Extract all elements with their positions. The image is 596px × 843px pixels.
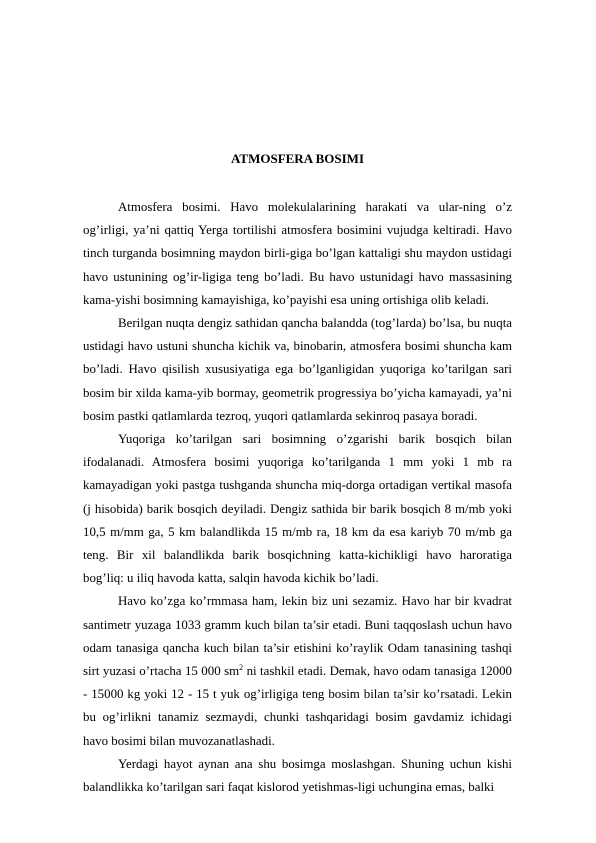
- paragraph-1: Atmosfera bosimi. Havo molekulalarining harakati va ular-ning o’z og’irligi, ya’ni qattiq Yerga tortilishi atmosfera bosimini vujudga keltiradi. Havo tinch turganda bosimning maydon birli-giga bo’lgan kattaligi shu maydon ustidagi havo ustunining og’ir-ligiga teng bo’ladi. Bu havo ustunidagi havo massasining kama-yishi bosimning kamayishiga, ko’payishi esa uning ortishiga olib keladi.: [83, 200, 512, 307]
- paragraph-2: Berilgan nuqta dengiz sathidan qancha balandda (tog’larda) bo’lsa, bu nuqta ustidagi havo ustuni shuncha kichik va, binobarin, atmosfera bosimi shuncha kam bo’ladi. Havo qisilish xususiyatiga ega bo’lganligidan yuqoriga ko’tarilgan sari bosim bir xilda kama-yib bormay, geometrik progressiya bo’yicha kamayadi, ya’ni bosim pastki qatlamlarda tezroq, yuqori qatlamlarda sekinroq pasaya boradi.: [83, 316, 512, 423]
- paragraph-4-text-start: Havo ko’zga ko’rmmasa ham, lekin biz uni sezamiz. Havo har bir kvadrat santimetr yuzaga 1033 gramm kuch bilan ta’sir etadi. Buni taqqoslash uchun havo odam tanasiga qancha kuch bilan ta’sir etishini ko’raylik Odam tanasining tashqi sirt yuzasi o’rtacha 15 000 sm: [83, 594, 512, 679]
- paragraph-4-text-end: ni tashkil etadi. Demak, havo odam tanasiga 12000 - 15000 kg yoki 12 - 15 t yuk og’irligiga teng bosim bilan ta’sir ko’rsatadi. Lekin bu og’irlikni tanamiz sezmaydi, chunki tashqaridagi bosim gavdamiz ichidagi havo bosimi bilan muvozanatlashadi.: [83, 664, 512, 748]
- document-body: [83, 196, 512, 799]
- superscript-exponent: 2: [239, 663, 244, 673]
- paragraph-5: Yerdagi hayot aynan ana shu bosimga moslashgan. Shuning uchun kishi balandlikka ko’tarilgan sari faqat kislorod yetishmas-ligi uchungina emas, balki: [83, 756, 512, 795]
- paragraph-4: [83, 590, 512, 752]
- page-title: ATMOSFERA BOSIMI: [230, 151, 365, 166]
- paragraph-3: Yuqoriga ko’tarilgan sari bosimning o’zgarishi barik bosqich bilan ifodalanadi. Atmosfera bosimi yuqoriga ko’tarilganda 1 mm yoki 1 mb ra kamayadigan yoki pastga tushganda shuncha miq-dorga ortadigan vertikal masofa (j hisobida) barik bosqich deyiladi. Dengiz sathida bir barik bosqich 8 m/mb yoki 10,5 m/mm ga, 5 km balandlikda 15 m/mb ra, 18 km da esa kariyb 70 m/mb ga teng. Bir xil balandlikda barik bosqichning katta-kichikligi havo haroratiga bog’liq: u iliq havoda katta, salqin havoda kichik bo’ladi.: [83, 432, 512, 586]
